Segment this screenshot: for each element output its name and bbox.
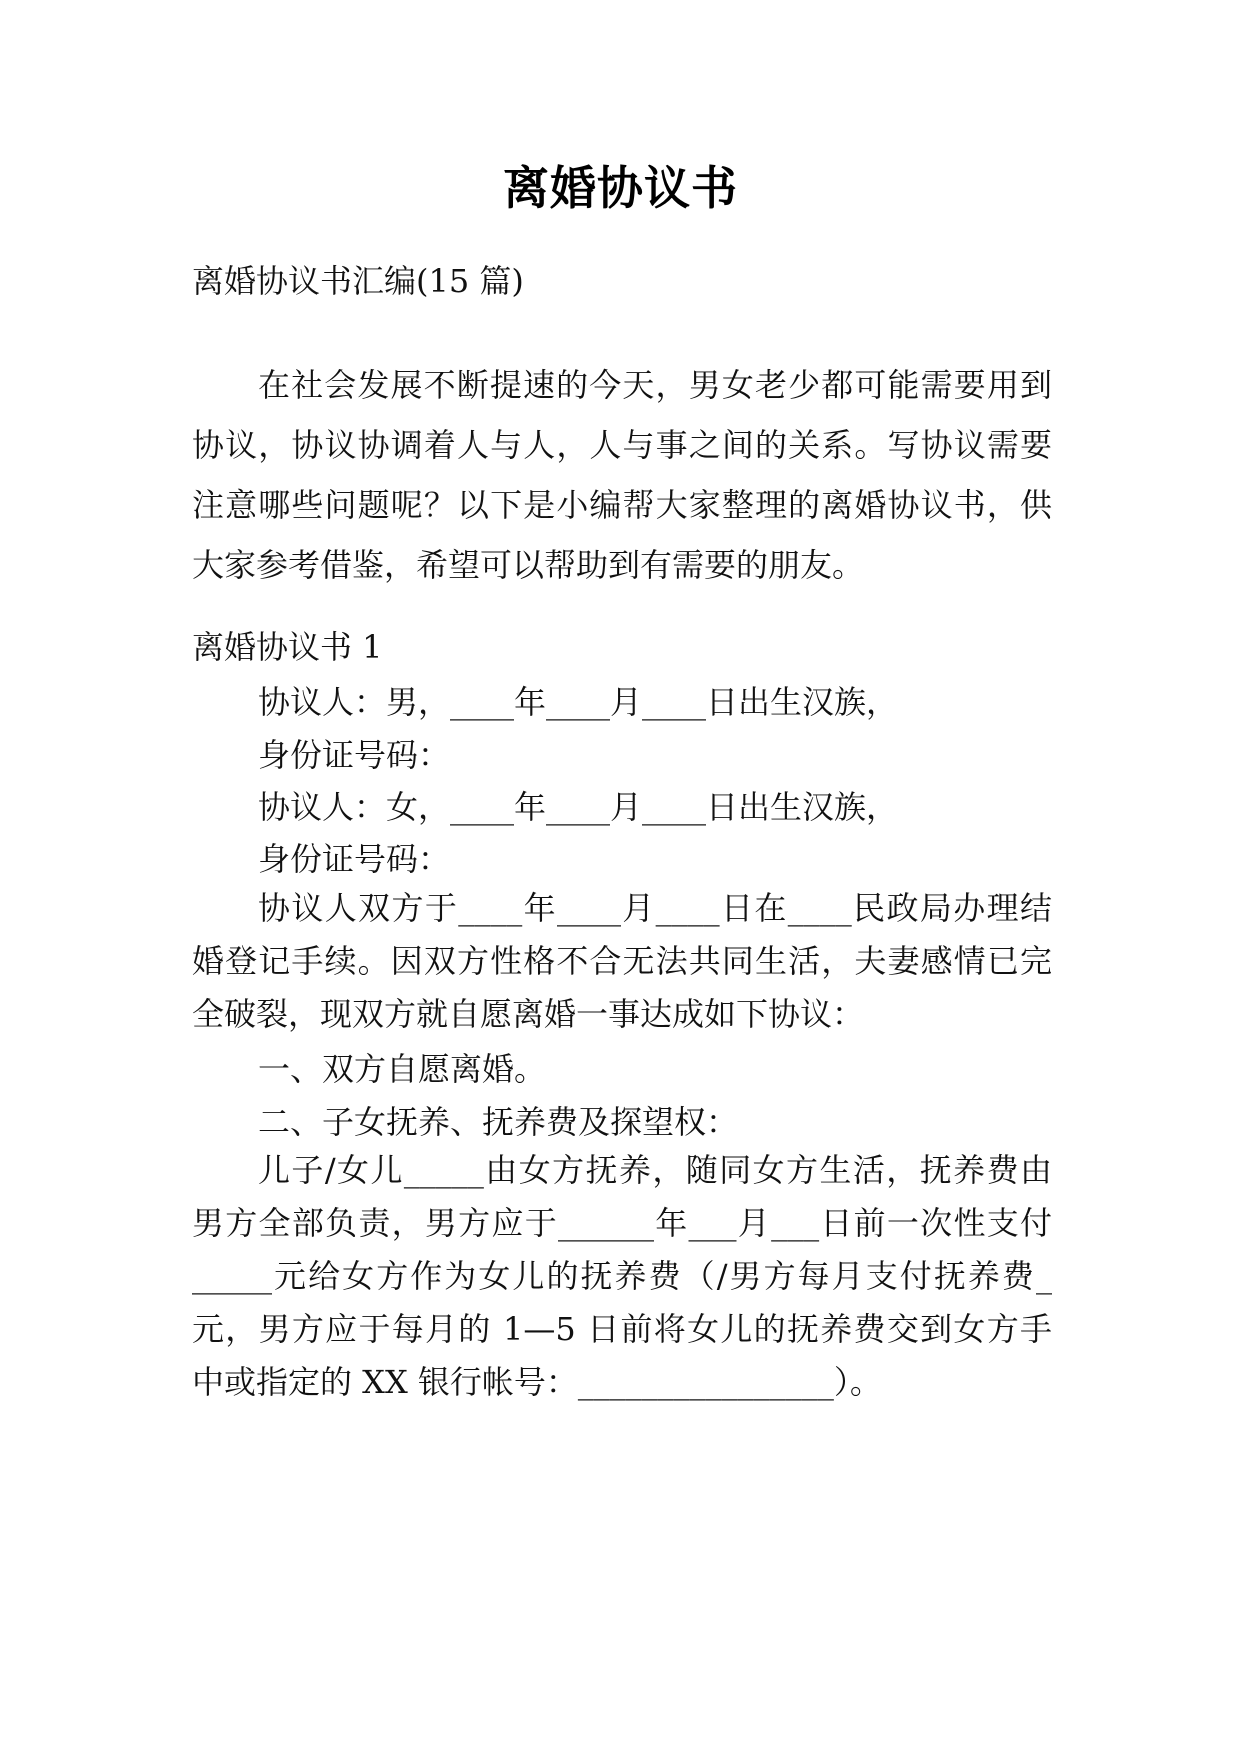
section-heading: 离婚协议书 1 (192, 628, 383, 666)
id-number-female-line: 身份证号码： (258, 840, 451, 878)
clause-one: 一、双方自愿离婚。 (258, 1050, 547, 1088)
party-male-line: 协议人：男，____年____月____日出生汉族， (258, 683, 899, 721)
clause-two: 二、子女抚养、抚养费及探望权： (258, 1103, 739, 1141)
marriage-registration-paragraph: 协议人双方于____年____月____日在____民政局办理结婚登记手续。因双方性格不合无法共同生活，夫妻感情已完全破裂，现双方就自愿离婚一事达成如下协议： (192, 889, 1052, 1033)
document-title: 离婚协议书 (503, 161, 738, 215)
compilation-subtitle: 离婚协议书汇编(15 篇) (192, 262, 524, 300)
intro-paragraph: 在社会发展不断提速的今天，男女老少都可能需要用到协议，协议协调着人与人，人与事之间的关系。写协议需要注意哪些问题呢？以下是小编帮大家整理的离婚协议书，供大家参考借鉴，希望可以帮助到有需要的朋友。 (192, 366, 1052, 584)
party-female-line: 协议人：女，____年____月____日出生汉族， (258, 788, 899, 826)
child-support-paragraph: 儿子/女儿_____由女方抚养，随同女方生活，抚养费由男方全部负责，男方应于______年___月___日前一次性支付_____元给女方作为女儿的抚养费（/男方每月支付抚养费_元，男方应于每月的 1—5 日前将女儿的抚养费交到女方手中或指定的 XX 银行帐号：________________）。 (192, 1151, 1052, 1401)
id-number-male-line: 身份证号码： (258, 736, 451, 774)
